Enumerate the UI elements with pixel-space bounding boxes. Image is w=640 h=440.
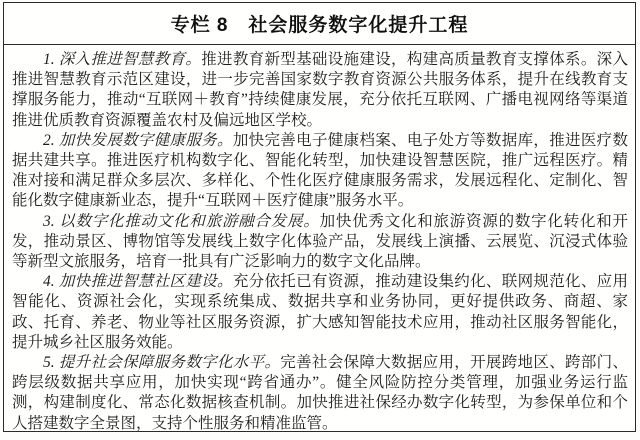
paragraph-4-lead: 4. 加快推进智慧社区建设。 (43, 273, 233, 291)
paragraph-3-text: 加快优秀文化和旅游资源的数字化转化和开发，推动景区、博物馆等发展线上数字化体验产品，发展线上演播、云展览、沉浸式体验等新型文旅服务，培育一批具有广泛影响力的数字文化品牌。 (12, 212, 628, 271)
paragraph-5-text: 完善社会保障大数据应用，开展跨地区、跨部门、跨层级数据共享应用，加快实现“跨省通办”。健全风险防控分类管理，加强业务运行监测，构建制度化、常态化数据核查机制。加快推进社保经办数字化转型，为参保单位和个人搭建数字全景图，支持个性服务和精准监管。 (12, 354, 628, 432)
paragraph-2 (12, 131, 628, 212)
paragraph-4-text: 充分依托已有资源，推动建设集约化、联网规范化、应用智能化、资源社会化，实现系统集成、数据共享和业务协同，更好提供政务、商超、家政、托育、养老、物业等社区服务资源，扩大感知智能技术应用，推动社区服务智能化，提升城乡社区服务效能。 (12, 273, 628, 351)
paragraph-5 (12, 353, 628, 434)
column-box-body (4, 45, 635, 440)
paragraph-4 (12, 272, 628, 353)
paragraph-1 (12, 50, 628, 131)
box-title: 专栏 8 社会服务数字化提升工程 (170, 15, 469, 36)
paragraph-2-lead: 2. 加快发展数字健康服务。 (43, 131, 233, 149)
paragraph-1-text: 推进教育新型基础设施建设，构建高质量教育支撑体系。深入推进智慧教育示范区建设，进一步完善国家数字教育资源公共服务体系，提升在线教育支撑服务能力，推动“互联网＋教育”持续健康发展，充分依托互联网、广播电视网络等渠道推进优质教育资源覆盖农村及偏远地区学校。 (12, 51, 628, 129)
paragraph-2-text: 加快完善电子健康档案、电子处方等数据库，推进医疗数据共建共享。推进医疗机构数字化、智能化转型，加快建设智慧医院，推广远程医疗。精准对接和满足群众多层次、多样化、个性化医疗健康服务需求，发展远程化、定制化、智能化数字健康新业态，提升“互联网＋医疗健康”服务水平。 (12, 131, 628, 210)
paragraph-3-lead: 3. 以数字化推动文化和旅游融合发展。 (43, 212, 320, 230)
paragraph-1-lead: 1. 深入推进智慧教育。 (43, 51, 202, 68)
column-box-header (4, 3, 635, 45)
paragraph-3 (12, 212, 628, 273)
column-box (3, 2, 636, 432)
paragraph-5-lead: 5. 提升社会保障服务数字化水平。 (43, 354, 281, 372)
